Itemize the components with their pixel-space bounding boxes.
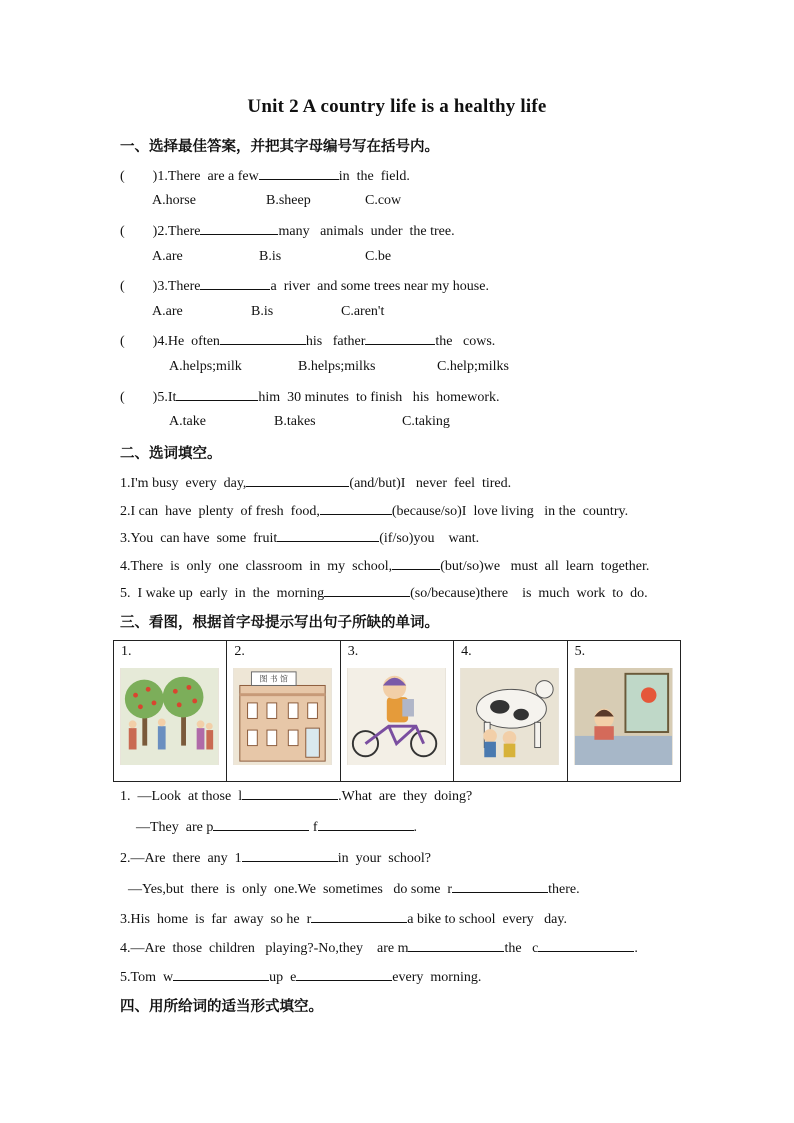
answer-blank[interactable]	[259, 166, 339, 180]
question-4: ( )4.He often his father the cows.	[120, 331, 495, 350]
answer-blank[interactable]	[311, 909, 407, 923]
q3-option-c: C.aren't	[341, 304, 385, 319]
fill-line-5: 5. I wake up early in the morning (so/because)there is much work to do.	[120, 583, 648, 602]
sentence-1: 1. —Look at those l .What are they doing?	[120, 786, 472, 805]
picture-number: 1.	[121, 644, 132, 659]
answer-blank[interactable]	[277, 528, 379, 542]
question-2: ( )2.There many animals under the tree.	[120, 221, 455, 240]
answer-blank[interactable]	[365, 331, 435, 345]
question-1: ( )1.There are a few in the field.	[120, 166, 410, 185]
picture-number: 4.	[461, 644, 472, 659]
library-picture	[233, 668, 332, 765]
answer-blank[interactable]	[242, 848, 338, 862]
waking-up-picture	[574, 668, 673, 765]
sentence-4: 4.—Are those children playing?-No,they are m the c .	[120, 938, 638, 957]
sentence-3: 3.His home is far away so he r a bike to school every day.	[120, 909, 567, 928]
section-4-heading: 四、用所给词的适当形式填空。	[120, 999, 323, 1015]
q5-option-c: C.taking	[402, 414, 450, 429]
answer-blank[interactable]	[213, 817, 309, 831]
picture-number: 2.	[234, 644, 245, 659]
q1-option-c: C.cow	[365, 193, 402, 208]
picture-number: 3.	[347, 644, 359, 659]
library-sign: 图 书 馆	[260, 674, 289, 684]
sentence-1-reply: —They are p f .	[136, 817, 417, 836]
question-5: ( )5.It him 30 minutes to finish his homework.	[120, 387, 500, 406]
answer-blank[interactable]	[246, 473, 349, 487]
q5-option-a: A.take	[169, 414, 206, 429]
apple-picking-picture	[120, 668, 219, 765]
fill-line-1: 1.I'm busy every day, (and/but)I never feel tired.	[120, 473, 511, 492]
q2-option-b: B.is	[259, 249, 282, 264]
picture-cell-5	[567, 641, 680, 782]
answer-blank[interactable]	[324, 583, 410, 597]
q5-option-b: B.takes	[274, 414, 316, 429]
picture-cell-2	[227, 641, 340, 782]
q4-option-a: A.helps;milk	[169, 359, 242, 374]
q2-option-a: A.are	[152, 249, 183, 264]
answer-blank[interactable]	[320, 501, 392, 515]
section-1-heading: 一、选择最佳答案，并把其字母编号写在括号内。	[120, 139, 439, 155]
q1-option-a: A.horse	[152, 193, 196, 208]
sentence-2: 2.—Are there any 1 in your school?	[120, 848, 431, 867]
sentence-5: 5.Tom w up e every morning.	[120, 967, 481, 986]
answer-blank[interactable]	[408, 938, 504, 952]
page-title: Unit 2 A country life is a healthy life	[247, 96, 547, 117]
q3-option-a: A.are	[152, 304, 183, 319]
question-3: ( )3.There a river and some trees near my house.	[120, 276, 489, 295]
sentence-2-reply: —Yes,but there is only one.We sometimes do some r there.	[128, 879, 580, 898]
picture-cell-1	[114, 641, 227, 782]
picture-number: 5.	[574, 644, 586, 659]
answer-blank[interactable]	[220, 331, 306, 345]
picture-cell-3	[340, 641, 453, 782]
answer-blank[interactable]	[318, 817, 414, 831]
q1-option-b: B.sheep	[266, 193, 311, 208]
q4-option-b: B.helps;milks	[298, 359, 376, 374]
fill-line-3: 3.You can have some fruit (if/so)you want.	[120, 528, 479, 547]
answer-blank[interactable]	[176, 387, 258, 401]
milking-cow-picture	[460, 668, 559, 765]
section-2-heading: 二、选词填空。	[120, 446, 222, 462]
picture-table	[113, 640, 681, 782]
answer-blank[interactable]	[173, 967, 269, 981]
answer-blank[interactable]	[242, 786, 338, 800]
picture-cell-4	[454, 641, 567, 782]
q2-option-c: C.be	[365, 249, 392, 264]
answer-blank[interactable]	[538, 938, 634, 952]
answer-blank[interactable]	[392, 556, 440, 570]
q3-option-b: B.is	[251, 304, 274, 319]
fill-line-4: 4.There is only one classroom in my school, (but/so)we must all learn together.	[120, 556, 649, 575]
q4-option-c: C.help;milks	[437, 359, 509, 374]
bike-riding-picture	[347, 668, 446, 765]
answer-blank[interactable]	[452, 879, 548, 893]
answer-blank[interactable]	[296, 967, 392, 981]
fill-line-2: 2.I can have plenty of fresh food, (because/so)I love living in the country.	[120, 501, 628, 520]
answer-blank[interactable]	[200, 221, 278, 235]
section-3-heading: 三、看图，根据首字母提示写出句子所缺的单词。	[120, 615, 439, 631]
answer-blank[interactable]	[200, 276, 270, 290]
